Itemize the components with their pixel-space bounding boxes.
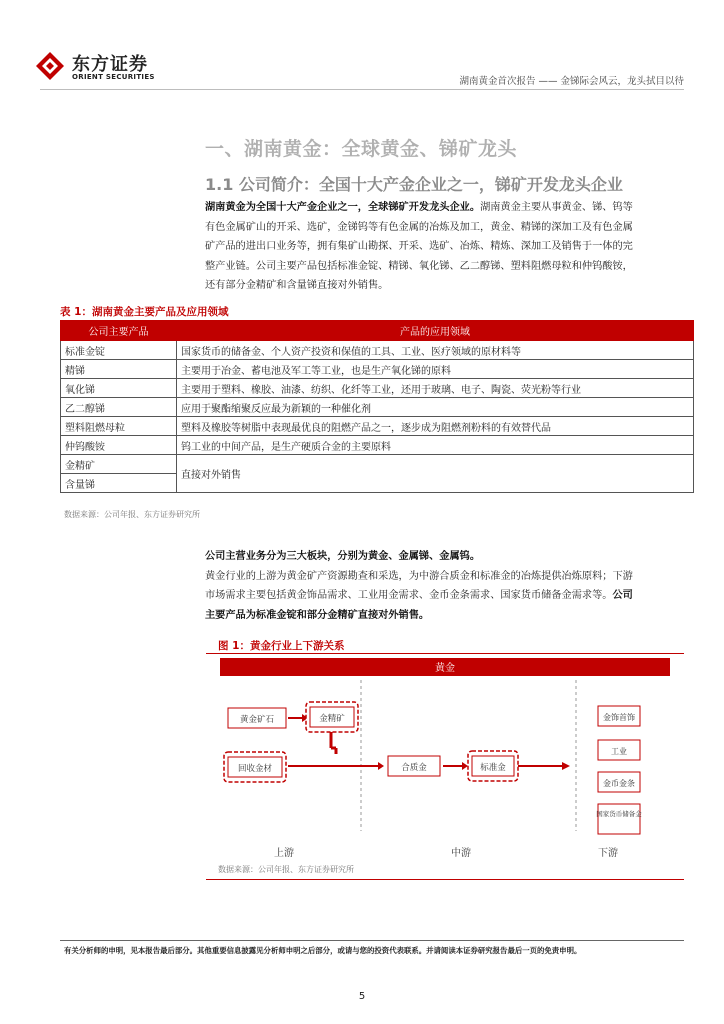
table-header-cell: 产品的应用领域 [177,321,694,341]
application-cell: 直接对外销售 [177,455,694,493]
figure-divider [206,653,684,654]
intro-line: 还有部分金精矿和含量锑直接对外销售。 [205,280,389,291]
logo-wordmark-en: ORIENT SECURITIES [72,73,155,81]
product-cell: 塑料阻燃母粒 [61,417,177,436]
products-table [60,320,694,493]
node-label: 回收金材 [237,764,273,774]
page-number: 5 [358,991,366,1002]
figure-divider [206,879,684,880]
banner-label: 黄金 [435,663,455,674]
business-line: 市场需求主要包括黄金饰品需求、工业用金需求、金币金条需求、国家货币储备金需求等。 [205,590,613,601]
logo-icon [34,50,66,82]
business-paragraph [205,547,680,625]
table-row [61,341,694,360]
intro-line: 有色金属矿山的开采、选矿，金锑钨等有色金属的冶炼及加工，黄金、精锑的深加工及有色金属 [205,221,633,233]
intro-bold: 湖南黄金为全国十大产金企业之一，全球锑矿开发龙头企业。 [205,202,481,213]
table-row [61,360,694,379]
node-label: 金精矿 [319,714,345,724]
application-cell: 塑料及橡胶等树脂中表现最优良的阻燃产品之一，逐步成为阻燃剂粉料的有效替代品 [177,417,694,436]
table-row [61,379,694,398]
business-bold: 公司主营业务分为三大板块，分别为黄金、金属锑、金属钨。 [205,551,481,562]
logo-wordmark: 东方证券 [72,54,148,75]
section-heading: 一、湖南黄金：全球黄金、锑矿龙头 [205,138,518,160]
application-cell: 应用于聚酯缩聚反应最为新颖的一种催化剂 [177,398,694,417]
application-cell: 钨工业的中间产品，是生产硬质合金的主要原料 [177,436,694,455]
stage-label-upstream: 上游 [274,848,294,859]
intro-paragraph [205,198,685,296]
node-label: 标准金 [480,763,506,773]
arrow-head [462,762,468,770]
table-header-row [61,321,694,341]
application-cell: 主要用于冶金、蓄电池及军工等工业，也是生产氧化锑的原料 [177,360,694,379]
subsection-heading: 1.1 公司简介：全国十大产金企业之一，锑矿开发龙头企业 [205,175,623,194]
business-line: 黄金行业的上游为黄金矿产资源勘查和采选，为中游合质金和标准金的冶炼提供冶炼原料；下游 [205,570,633,582]
reserve-label: 国家货币储备金 [596,810,642,818]
business-bold: 主要产品为标准金锭和部分金精矿直接对外销售。 [205,609,430,621]
product-cell: 精锑 [61,360,177,379]
table-header-cell: 公司主要产品 [61,321,177,341]
application-cell: 主要用于塑料、橡胶、油漆、纺织、化纤等工业，还用于玻璃、电子、陶瓷、荧光粉等行业 [177,379,694,398]
business-bold: 公司 [612,590,633,601]
table-row [61,398,694,417]
figure-caption: 图 1：黄金行业上下游关系 [218,640,345,652]
node-reserve [598,804,640,834]
node-label [596,809,642,818]
table-caption: 表 1：湖南黄金主要产品及应用领域 [60,306,229,318]
arrow-head [378,762,384,770]
header-divider [40,89,684,90]
report-tagline: 湖南黄金首次报告 —— 金锑际会风云，龙头拭目以待 [459,76,684,87]
stage-label-downstream: 下游 [598,848,618,859]
table-row [61,455,694,474]
node-label: 金币金条 [603,779,635,788]
node-label: 合质金 [401,763,427,773]
arrow-head [562,762,570,770]
product-cell: 标准金锭 [61,341,177,360]
footer-divider [60,940,684,941]
figure-source: 数据来源：公司年报、东方证券研究所 [218,865,354,874]
intro-line: 湖南黄金主要从事黄金、锑、钨等 [480,202,633,213]
product-cell: 金精矿 [61,455,177,474]
product-cell: 含量锑 [61,474,177,493]
product-cell: 乙二醇锑 [61,398,177,417]
disclaimer: 有关分析师的申明，见本报告最后部分。其他重要信息披露见分析师申明之后部分，或请与您的投资代表联系。并请阅读本证券研究报告最后一页的免责申明。 [64,946,582,955]
product-cell: 氧化锑 [61,379,177,398]
table-row [61,417,694,436]
table-source: 数据来源：公司年报、东方证券研究所 [64,510,200,519]
intro-line: 整产业链。公司主要产品包括标准金锭、精锑、氧化锑、乙二醇锑、塑料阻燃母粒和仲钨酸铵， [205,260,633,272]
intro-line: 矿产品的进出口业务等，拥有集矿山勘探、开采、选矿、冶炼、精炼、深加工及销售于一体的完 [205,241,633,252]
stage-label-midstream: 中游 [451,848,471,859]
gold-industry-diagram [206,656,684,862]
node-label: 黄金矿石 [239,715,275,725]
application-cell: 国家货币的储备金、个人资产投资和保值的工具、工业、医疗领域的原材料等 [177,341,694,360]
table-row [61,436,694,455]
node-label: 工业 [611,747,627,756]
node-label: 金饰首饰 [603,713,635,722]
product-cell: 仲钨酸铵 [61,436,177,455]
